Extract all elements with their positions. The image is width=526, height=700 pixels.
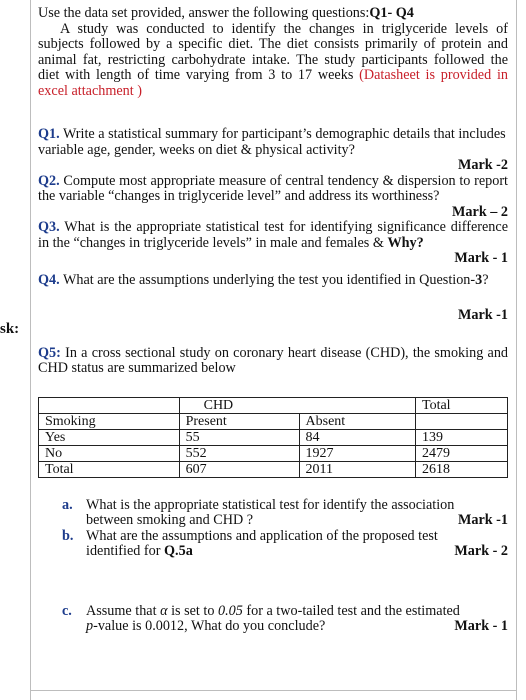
- table-subheader-row: Smoking Present Absent: [39, 413, 508, 429]
- question-5: Q5: In a cross sectional study on coronary heart disease (CHD), the smoking and CHD status are summarized below: [38, 344, 509, 376]
- question-4: Q4. What are the assumptions underlying the test you identified in Question-3?: [38, 271, 489, 288]
- question-3-mark: Mark - 1: [454, 250, 508, 266]
- question-3: Q3. What is the appropriate statistical test for identifying significance difference in the “changes in triglyceride levels” in male and females & Why?: [38, 219, 508, 251]
- table-header-row: [39, 397, 508, 413]
- question-4-mark: Mark -1: [457, 307, 508, 323]
- table-row: Total 607 2011 2618: [39, 461, 508, 477]
- question-5a-mark: Mark -1: [457, 512, 508, 528]
- question-5b-mark: Mark - 2: [454, 543, 508, 559]
- table-row: No 552 1927 2479: [39, 445, 508, 461]
- bottom-border: [30, 690, 517, 691]
- total-header: Total: [416, 397, 508, 413]
- intro-heading: Use the data set provided, answer the following questions:Q1- Q4: [38, 5, 414, 21]
- datasheet-note: (Datasheet is provided in excel attachment ): [38, 67, 508, 99]
- task-label: sk:: [0, 321, 20, 337]
- table-row: Yes 55 84 139: [39, 429, 508, 445]
- question-5b: b. What are the assumptions and application of the proposed test identified for Q.5a Mark - 2: [62, 527, 508, 559]
- question-content: [38, 6, 508, 635]
- study-description: A study was conducted to identify the changes in triglyceride levels of subjects followed by a specific diet. The diet consists primarily of protein and animal fat, restricting carbohydrate intake. The study participants followed the diet with length of time varying from 3 to 17 weeks (Datasheet is provided in excel attachment ): [38, 20, 508, 99]
- question-5-subparts: [62, 498, 508, 635]
- question-1-mark: Mark -2: [457, 157, 508, 173]
- question-2: Q2. Compute most appropriate measure of central tendency & dispersion to report the variable “changes in triglyceride level” and address its worthiness?: [38, 172, 509, 204]
- left-border: [30, 0, 31, 700]
- question-5c: c. Assume that α is set to 0.05 for a two-tailed test and the estimated p-value is 0.0012, What do you conclude? Mark - 1: [62, 602, 508, 634]
- right-border: [516, 0, 517, 700]
- question-1: Q1. Write a statistical summary for participant’s demographic details that includes variable age, gender, weeks on diet & physical activity?: [38, 126, 506, 158]
- chd-table: [38, 397, 508, 478]
- question-2-mark: Mark – 2: [452, 203, 508, 220]
- question-5a: a. What is the appropriate statistical test for identify the association between smoking and CHD ? Mark -1: [62, 496, 508, 528]
- question-5c-mark: Mark - 1: [454, 618, 508, 634]
- chd-header: CHD: [179, 397, 415, 413]
